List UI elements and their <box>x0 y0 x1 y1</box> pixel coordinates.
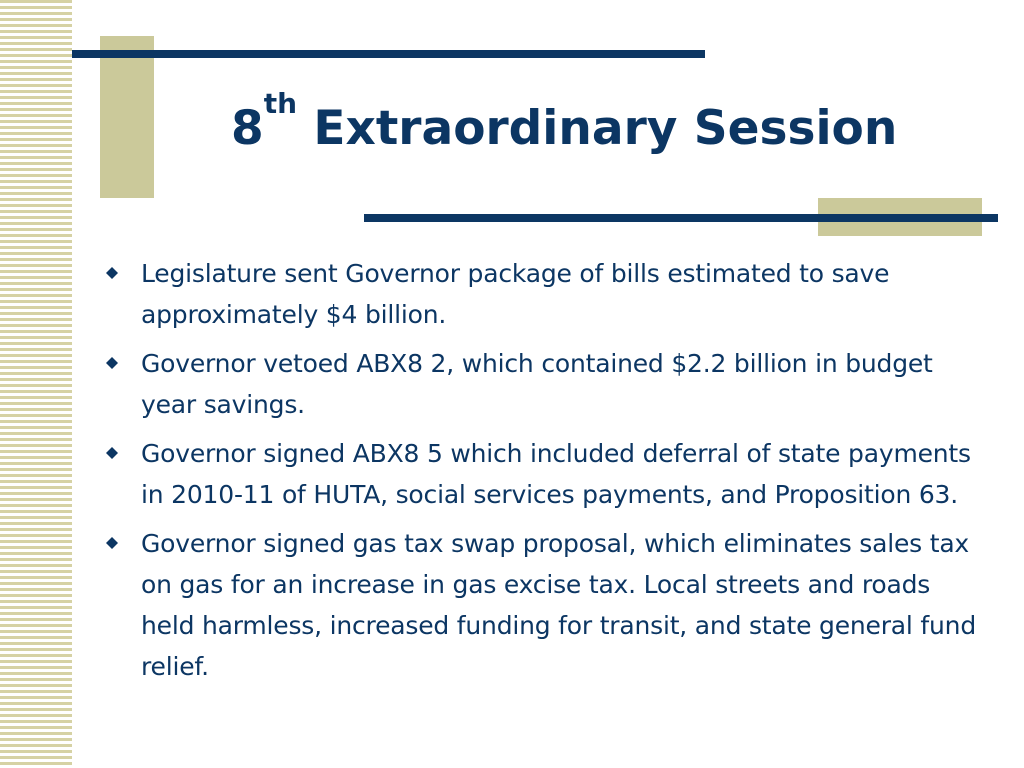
bullet-item <box>104 433 984 515</box>
decorative-rule-bottom <box>364 214 998 222</box>
diamond-icon <box>106 447 118 459</box>
bullet-text: Legislature sent Governor package of bills estimated to save approximately $4 billion. <box>141 259 890 329</box>
bullet-text: Governor signed gas tax swap proposal, which eliminates sales tax on gas for an increase in gas excise tax. Local streets and roads held harmless, increased funding for transit, and state general fund relief. <box>141 529 976 681</box>
bullet-text: Governor signed ABX8 5 which included deferral of state payments in 2010-11 of HUTA, social services payments, and Proposition 63. <box>141 439 971 509</box>
title-number: 8 <box>231 101 264 156</box>
bullet-item <box>104 253 984 335</box>
diamond-icon <box>106 267 118 279</box>
diamond-icon <box>106 357 118 369</box>
decorative-block-left <box>100 36 154 198</box>
decorative-rule-top <box>72 50 705 58</box>
diamond-icon <box>106 537 118 549</box>
bullet-list <box>104 253 984 695</box>
slide-title <box>231 87 951 162</box>
bullet-item <box>104 523 984 687</box>
bullet-text: Governor vetoed ABX8 2, which contained $2.2 billion in budget year savings. <box>141 349 933 419</box>
bullet-item <box>104 343 984 425</box>
decorative-stripe-band <box>0 0 72 768</box>
title-superscript: th <box>263 87 298 120</box>
title-text: Extraordinary Session <box>313 101 898 156</box>
